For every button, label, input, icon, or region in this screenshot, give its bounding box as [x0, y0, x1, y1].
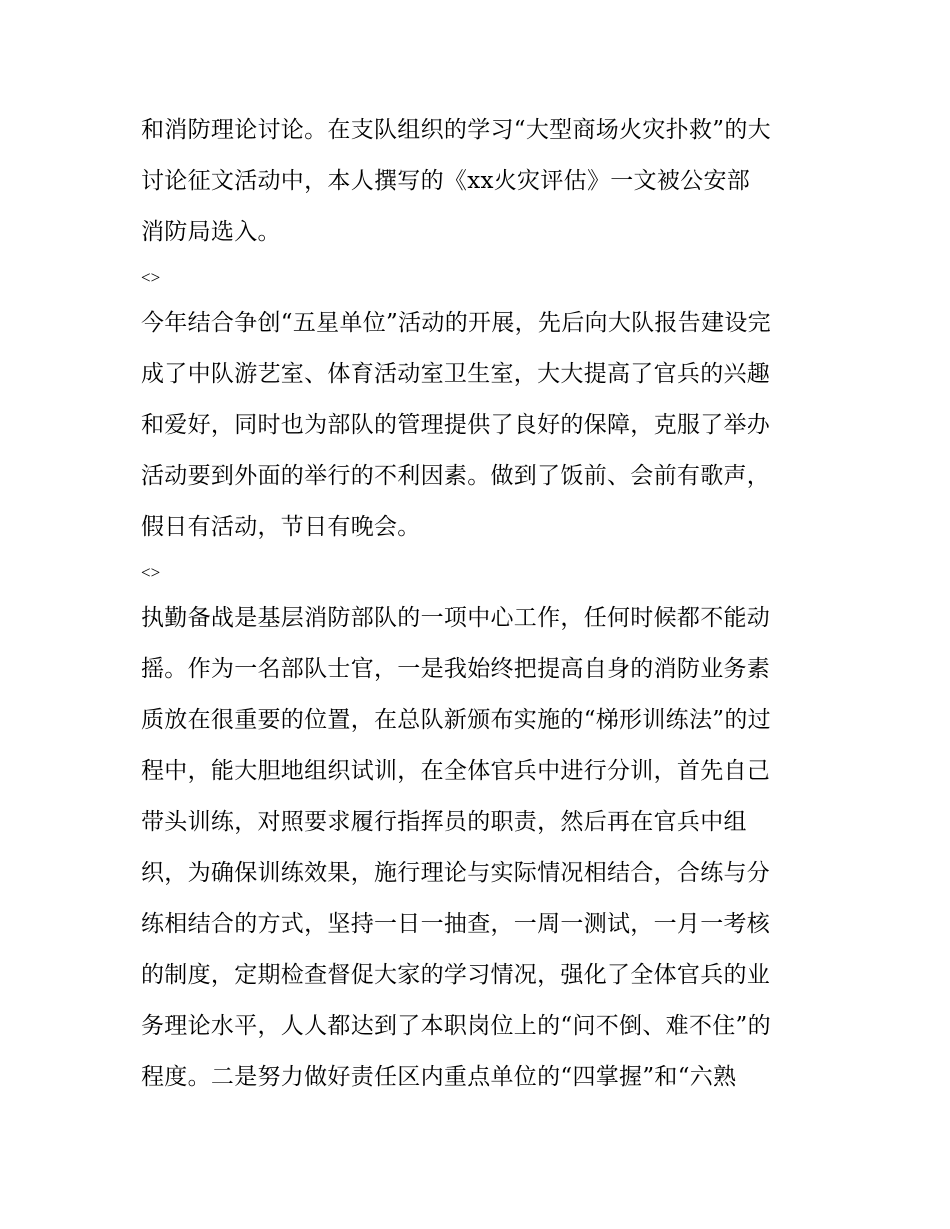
text-line: 和消防理论讨论。在支队组织的学习“大型商场火灾扑救”的大 [141, 117, 771, 143]
text-line: 质放在很重要的位置，在总队新颁布实施的“梯形训练法”的过 [141, 707, 771, 733]
text-line: 程中，能大胆地组织试训，在全体官兵中进行分训，首先自己 [141, 758, 771, 784]
paragraph-separator: <> [141, 563, 161, 582]
text-line: 练相结合的方式，坚持一日一抽查，一周一测试，一月一考核 [141, 911, 771, 937]
text-line: 带头训练，对照要求履行指挥员的职责，然后再在官兵中组 [141, 809, 747, 835]
text-line: 讨论征文活动中，本人撰写的《xx火灾评估》一文被公安部 [141, 168, 751, 194]
document-body [141, 105, 821, 1103]
text-line: 务理论水平，人人都达到了本职岗位上的“问不倒、难不住”的 [141, 1013, 771, 1039]
text-line: 程度。二是努力做好责任区内重点单位的“四掌握”和“六熟 [141, 1064, 737, 1090]
paragraph-separator: <> [141, 268, 161, 287]
paragraph-2 [141, 298, 821, 553]
text-line: 活动要到外面的举行的不利因素。做到了饭前、会前有歌声， [141, 463, 771, 489]
text-line: 织，为确保训练效果，施行理论与实际情况相结合，合练与分 [141, 860, 771, 886]
text-line: 和爱好，同时也为部队的管理提供了良好的保障，克服了举办 [141, 412, 771, 438]
paragraph-3 [141, 593, 821, 1103]
text-line: 执勤备战是基层消防部队的一项中心工作，任何时候都不能动 [141, 605, 771, 631]
text-line: 今年结合争创“五星单位”活动的开展，先后向大队报告建设完 [141, 310, 771, 336]
text-line: 成了中队游艺室、体育活动室卫生室，大大提高了官兵的兴趣 [141, 361, 771, 387]
paragraph-1 [141, 105, 821, 258]
text-line: 消防局选入。 [141, 219, 281, 245]
text-line: 摇。作为一名部队士官，一是我始终把提高自身的消防业务素 [141, 656, 771, 682]
text-line: 的制度，定期检查督促大家的学习情况，强化了全体官兵的业 [141, 962, 771, 988]
text-line: 假日有活动，节日有晚会。 [141, 514, 421, 540]
